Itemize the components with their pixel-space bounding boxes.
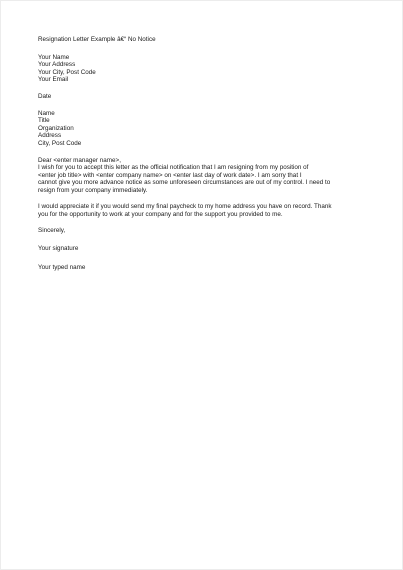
paragraph-line: resign from your company immediately. <box>38 186 148 194</box>
recipient-name: Name <box>38 109 55 117</box>
signature-line: Your signature <box>38 245 79 253</box>
recipient-title: Title <box>38 117 50 125</box>
body-paragraph-1 <box>38 157 378 195</box>
sender-city: Your City, Post Code <box>38 68 96 76</box>
salutation: Dear <enter manager name>, <box>38 156 121 164</box>
recipient-street: Address <box>38 132 62 140</box>
sender-address <box>38 54 378 84</box>
paragraph-line: <enter job title> with <enter company name> on <enter last day of work date>. I am sorry that I <box>38 171 302 179</box>
document-title: Resignation Letter Example â€“ No Notice <box>38 36 156 43</box>
recipient-address <box>38 110 378 148</box>
typed-name-line: Your typed name <box>38 263 86 271</box>
sender-street: Your Address <box>38 61 76 69</box>
recipient-organization: Organization <box>38 124 74 132</box>
paragraph-line: cannot give you more advance notice as some unforeseen circumstances are out of my control. I need to <box>38 179 331 187</box>
letter-date: Date <box>38 92 52 100</box>
paragraph-line: I would appreciate it if you would send my final paycheck to my home address you have on record. Thank <box>38 203 332 210</box>
closing: Sincerely, <box>38 226 66 234</box>
paragraph-line: you for the opportunity to work at your company and for the support you provided to me. <box>38 210 283 218</box>
recipient-city: City, Post Code <box>38 139 82 147</box>
body-paragraph-2 <box>38 203 378 218</box>
sender-email: Your Email <box>38 76 69 84</box>
letter-body <box>38 36 378 282</box>
paragraph-line: I wish for you to accept this letter as the official notification that I am resigning from my position of <box>38 164 309 172</box>
sender-name: Your Name <box>38 53 70 61</box>
